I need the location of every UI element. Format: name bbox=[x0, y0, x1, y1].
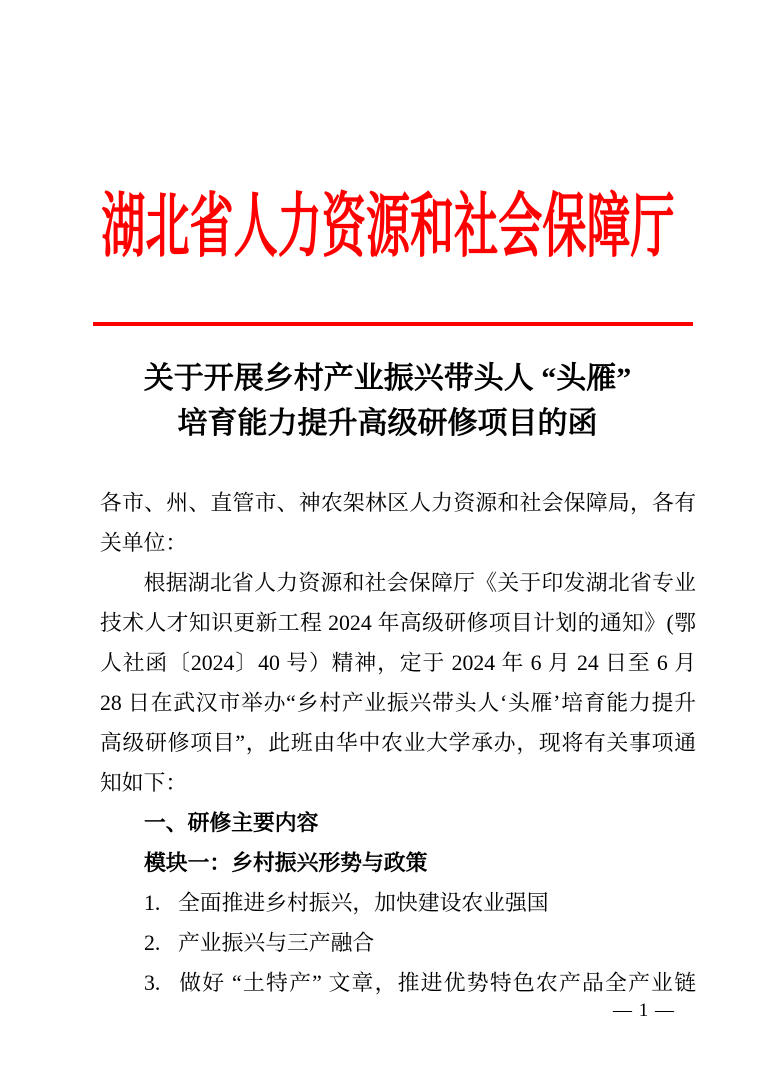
salutation-line: 各市、州、直管市、神农架林区人力资源和社会保障局，各有 bbox=[100, 491, 696, 515]
paragraph-line: 高级研修项目”，此班由华中农业大学承办，现将有关事项通 bbox=[100, 731, 696, 755]
paragraph-line: 知如下： bbox=[100, 771, 188, 795]
module-heading: 模块一：乡村振兴形势与政策 bbox=[144, 851, 428, 875]
document-title-line2: 培育能力提升高级研修项目的函 bbox=[177, 407, 598, 440]
list-item-number: 1. bbox=[144, 891, 161, 915]
list-item-text: 做好 “土特产” 文章，推进优势特色农产品全产业链 bbox=[178, 971, 696, 995]
section-heading: 一、研修主要内容 bbox=[144, 810, 319, 835]
agency-masthead: 湖北省人力资源和社会保障厅 bbox=[100, 189, 675, 266]
list-item bbox=[144, 883, 696, 923]
document-title bbox=[0, 356, 775, 446]
salutation-line: 关单位： bbox=[100, 531, 188, 555]
list-item-text: 全面推进乡村振兴，加快建设农业强国 bbox=[178, 891, 549, 915]
page-number: — 1 — bbox=[613, 1000, 675, 1021]
list-item bbox=[144, 923, 696, 963]
header-divider-line bbox=[93, 322, 693, 326]
paragraph-line: 技术人才知识更新工程 2024 年高级研修项目计划的通知》(鄂 bbox=[100, 611, 696, 635]
list-item-number: 2. bbox=[144, 931, 161, 955]
paragraph-line: 28 日在武汉市举办“乡村产业振兴带头人‘头雁’培育能力提升 bbox=[100, 691, 696, 715]
list-item bbox=[144, 963, 696, 1003]
document-title-line1: 关于开展乡村产业振兴带头人 “头雁” bbox=[143, 362, 632, 395]
list-item-number: 3. bbox=[144, 971, 161, 995]
document-body bbox=[100, 483, 696, 1003]
paragraph-line: 根据湖北省人力资源和社会保障厅《关于印发湖北省专业 bbox=[143, 571, 696, 595]
paragraph-line: 人社函〔2024〕40 号）精神，定于 2024 年 6 月 24 日至 6 月 bbox=[100, 651, 696, 675]
list-item-text: 产业振兴与三产融合 bbox=[178, 931, 375, 955]
